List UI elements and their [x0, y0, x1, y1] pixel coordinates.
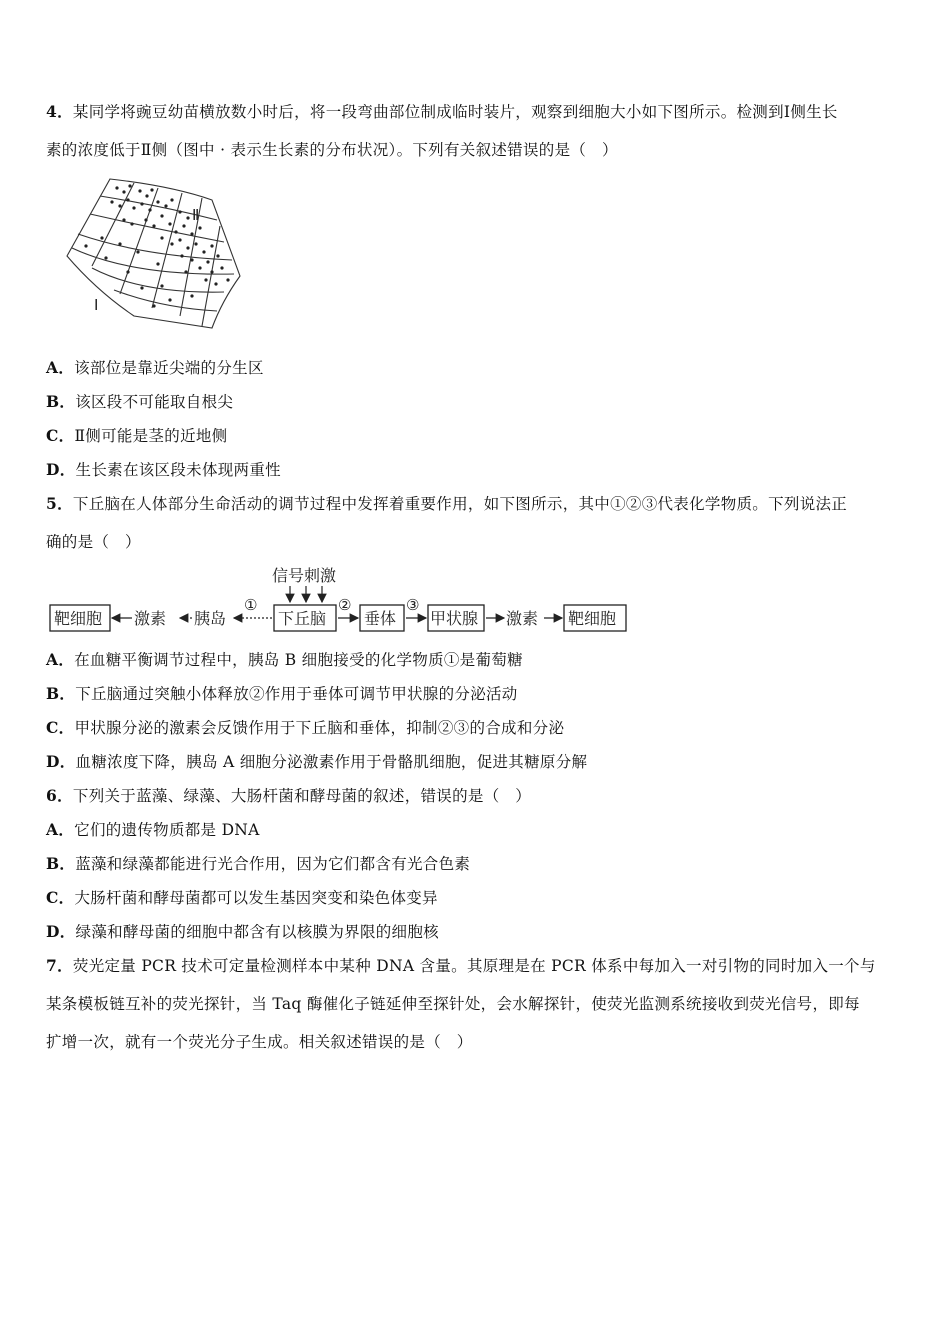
thyroid-label: 甲状腺 — [430, 609, 479, 628]
option-letter: C． — [46, 888, 75, 907]
signal-stimulus-label: 信号刺激 — [272, 566, 337, 585]
q5-stem-line2 — [46, 532, 141, 552]
marker-3: ③ — [406, 596, 420, 614]
option-text: 该区段不可能取自根尖 — [75, 393, 234, 411]
option-text: Ⅱ侧可能是茎的近地侧 — [74, 427, 228, 445]
target-cell-right-label: 靶细胞 — [568, 609, 617, 628]
q6-option-c[interactable] — [46, 888, 438, 908]
hormone-left-label: 激素 — [134, 609, 167, 628]
q6-option-a[interactable] — [46, 820, 260, 840]
marker-2: ② — [338, 596, 352, 614]
q5-stem-text2: 确的是（ ） — [46, 533, 141, 551]
q4-stem-text2: 素的浓度低于Ⅱ侧（图中 · 表示生长素的分布状况）。下列有关叙述错误的是（ ） — [46, 141, 618, 159]
q4-cell-figure — [62, 176, 252, 336]
hormone-right-label: 激素 — [506, 609, 539, 628]
q5-option-c[interactable] — [46, 718, 564, 738]
option-letter: B． — [46, 392, 76, 411]
q4-label-I: Ⅰ — [94, 296, 99, 314]
q4-label-II: Ⅱ — [192, 206, 200, 224]
option-text: 血糖浓度下降，胰岛 A 细胞分泌激素作用于骨骼肌细胞，促进其糖原分解 — [75, 753, 588, 771]
option-letter: D． — [46, 922, 76, 941]
target-cell-left-label: 靶细胞 — [54, 609, 103, 628]
q5-flow-diagram — [46, 562, 634, 638]
pancreas-label: 胰岛 — [194, 609, 227, 628]
q7-stem-text1: 荧光定量 PCR 技术可定量检测样本中某种 DNA 含量。其原理是在 PCR 体系中每加入一对引物的同时加入一个与 — [72, 957, 876, 975]
marker-1: ① — [244, 596, 258, 614]
q4-stem-text1: 某同学将豌豆幼苗横放数小时后，将一段弯曲部位制成临时装片，观察到细胞大小如下图所示。检测到Ⅰ侧生长 — [72, 103, 838, 121]
q5-stem-line1 — [46, 494, 847, 514]
q7-stem-line1 — [46, 956, 876, 976]
q7-stem-line2 — [46, 994, 860, 1014]
q5-option-d[interactable] — [46, 752, 587, 772]
option-letter: A． — [46, 358, 75, 377]
q5-option-b[interactable] — [46, 684, 518, 704]
q4-stem-line2 — [46, 140, 618, 160]
q6-number: 6． — [46, 786, 73, 805]
q4-option-b[interactable] — [46, 392, 233, 412]
option-text: 绿藻和酵母菌的细胞中都含有以核膜为界限的细胞核 — [75, 923, 439, 941]
q4-option-a[interactable] — [46, 358, 264, 378]
option-letter: A． — [46, 820, 75, 839]
option-text: 在血糖平衡调节过程中，胰岛 B 细胞接受的化学物质①是葡萄糖 — [74, 651, 523, 669]
q6-stem-text1: 下列关于蓝藻、绿藻、大肠杆菌和酵母菌的叙述，错误的是（ ） — [72, 787, 532, 805]
option-letter: C． — [46, 426, 75, 445]
option-letter: B． — [46, 684, 76, 703]
option-letter: A． — [46, 650, 75, 669]
q6-stem-line1 — [46, 786, 531, 806]
option-text: 它们的遗传物质都是 DNA — [74, 821, 260, 839]
pituitary-label: 垂体 — [364, 609, 397, 628]
q6-option-d[interactable] — [46, 922, 439, 942]
q5-stem-text1: 下丘脑在人体部分生命活动的调节过程中发挥着重要作用，如下图所示，其中①②③代表化学物质。下列说法正 — [72, 495, 848, 513]
option-text: 下丘脑通过突触小体释放②作用于垂体可调节甲状腺的分泌活动 — [75, 685, 518, 703]
q4-option-d[interactable] — [46, 460, 281, 480]
option-letter: B． — [46, 854, 76, 873]
hypothalamus-label: 下丘脑 — [278, 609, 327, 628]
q4-number: 4． — [46, 102, 73, 121]
q4-stem-line1 — [46, 102, 838, 122]
option-text: 蓝藻和绿藻都能进行光合作用，因为它们都含有光合色素 — [75, 855, 471, 873]
q6-option-b[interactable] — [46, 854, 470, 874]
option-text: 甲状腺分泌的激素会反馈作用于下丘脑和垂体，抑制②③的合成和分泌 — [74, 719, 565, 737]
option-letter: D． — [46, 752, 76, 771]
option-text: 大肠杆菌和酵母菌都可以发生基因突变和染色体变异 — [74, 889, 438, 907]
q7-stem-line3 — [46, 1032, 473, 1052]
q5-number: 5． — [46, 494, 73, 513]
q4-option-c[interactable] — [46, 426, 227, 446]
option-letter: C． — [46, 718, 75, 737]
q7-stem-text3: 扩增一次，就有一个荧光分子生成。相关叙述错误的是（ ） — [46, 1033, 473, 1051]
q5-option-a[interactable] — [46, 650, 523, 670]
option-text: 生长素在该区段未体现两重性 — [75, 461, 281, 479]
q7-stem-text2: 某条模板链互补的荧光探针，当 Taq 酶催化子链延伸至探针处，会水解探针，使荧光监测系统接收到荧光信号，即每 — [46, 995, 860, 1013]
option-letter: D． — [46, 460, 76, 479]
option-text: 该部位是靠近尖端的分生区 — [74, 359, 264, 377]
q7-number: 7． — [46, 956, 73, 975]
